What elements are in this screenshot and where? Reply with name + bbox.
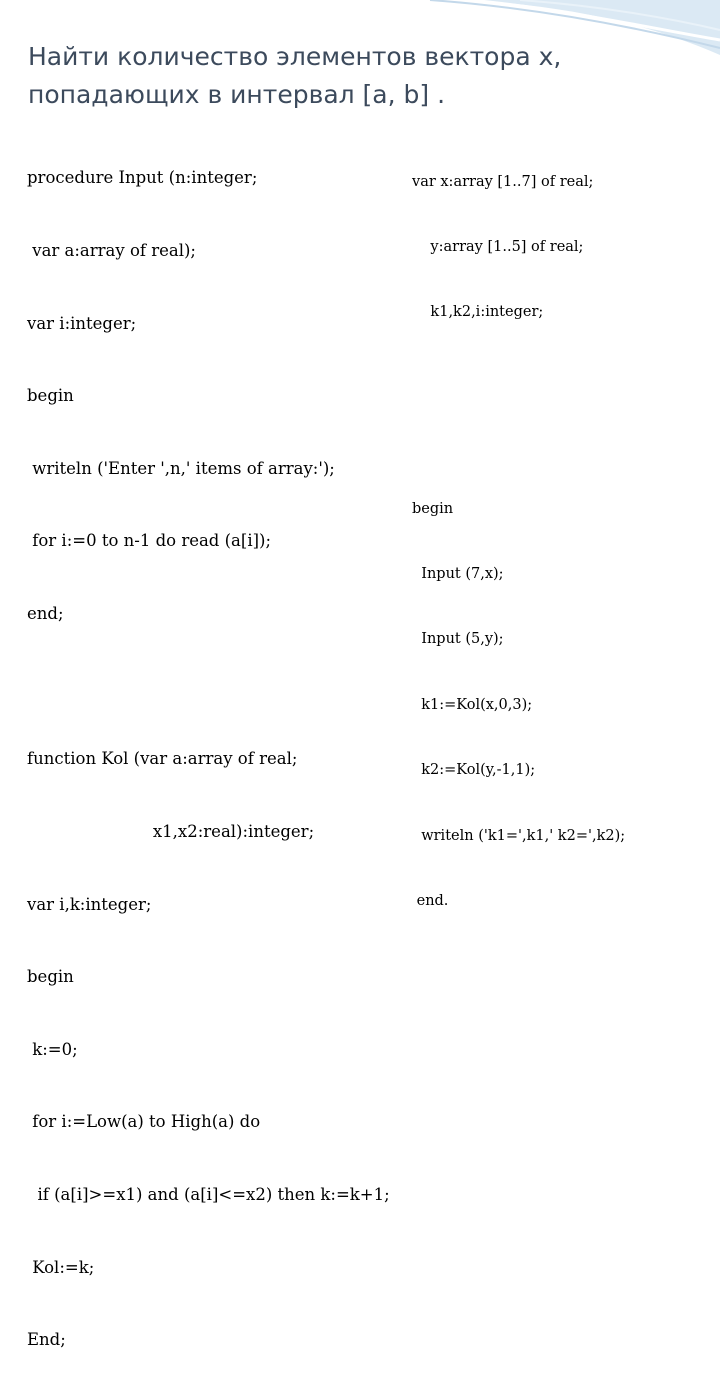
code-line: writeln ('Enter ',n,' items of array:'); xyxy=(27,458,335,478)
code-line: end. xyxy=(412,892,449,909)
code-line: procedure Input (n:integer; xyxy=(27,168,258,188)
code-line: if (a[i]>=x1) and (a[i]<=x2) then k:=k+1; xyxy=(27,1184,390,1204)
code-line: end; xyxy=(27,604,64,624)
code-line: var a:array of real); xyxy=(27,241,196,261)
code-line: writeln ('k1=',k1,' k2=',k2); xyxy=(412,827,626,844)
code-line: k2:=Kol(y,-1,1); xyxy=(412,762,536,779)
code-line: for i:=0 to n-1 do read (a[i]); xyxy=(27,531,272,551)
code-line xyxy=(412,433,625,455)
title-line-1: Найти количество элементов вектора x, xyxy=(28,42,562,71)
code-line: Kol:=k; xyxy=(27,1257,95,1277)
code-line: Input (5,y); xyxy=(412,631,504,648)
code-line: k1:=Kol(x,0,3); xyxy=(412,696,533,713)
code-line: x1,x2:real):integer; xyxy=(27,821,315,841)
left-code-block xyxy=(27,118,390,1377)
code-line: begin xyxy=(27,967,74,987)
code-line: for i:=Low(a) to High(a) do xyxy=(27,1112,261,1132)
code-line: y:array [1..5] of real; xyxy=(412,238,584,255)
code-line: begin xyxy=(27,386,74,406)
slide-title xyxy=(28,38,708,114)
code-line: begin xyxy=(412,500,454,517)
code-line: k:=0; xyxy=(27,1039,78,1059)
code-line xyxy=(412,368,625,390)
code-line: k1,k2,i:integer; xyxy=(412,304,544,321)
code-line: var i,k:integer; xyxy=(27,894,152,914)
code-line: Input (7,x); xyxy=(412,565,504,582)
code-line: function Kol (var a:array of real; xyxy=(27,749,298,769)
title-line-2: попадающих в интервал [a, b] . xyxy=(28,80,446,109)
code-line: End; xyxy=(27,1330,66,1350)
code-line: var x:array [1..7] of real; xyxy=(412,173,594,190)
right-code-block xyxy=(412,128,625,934)
code-line xyxy=(27,675,390,699)
code-line: var i:integer; xyxy=(27,313,137,333)
